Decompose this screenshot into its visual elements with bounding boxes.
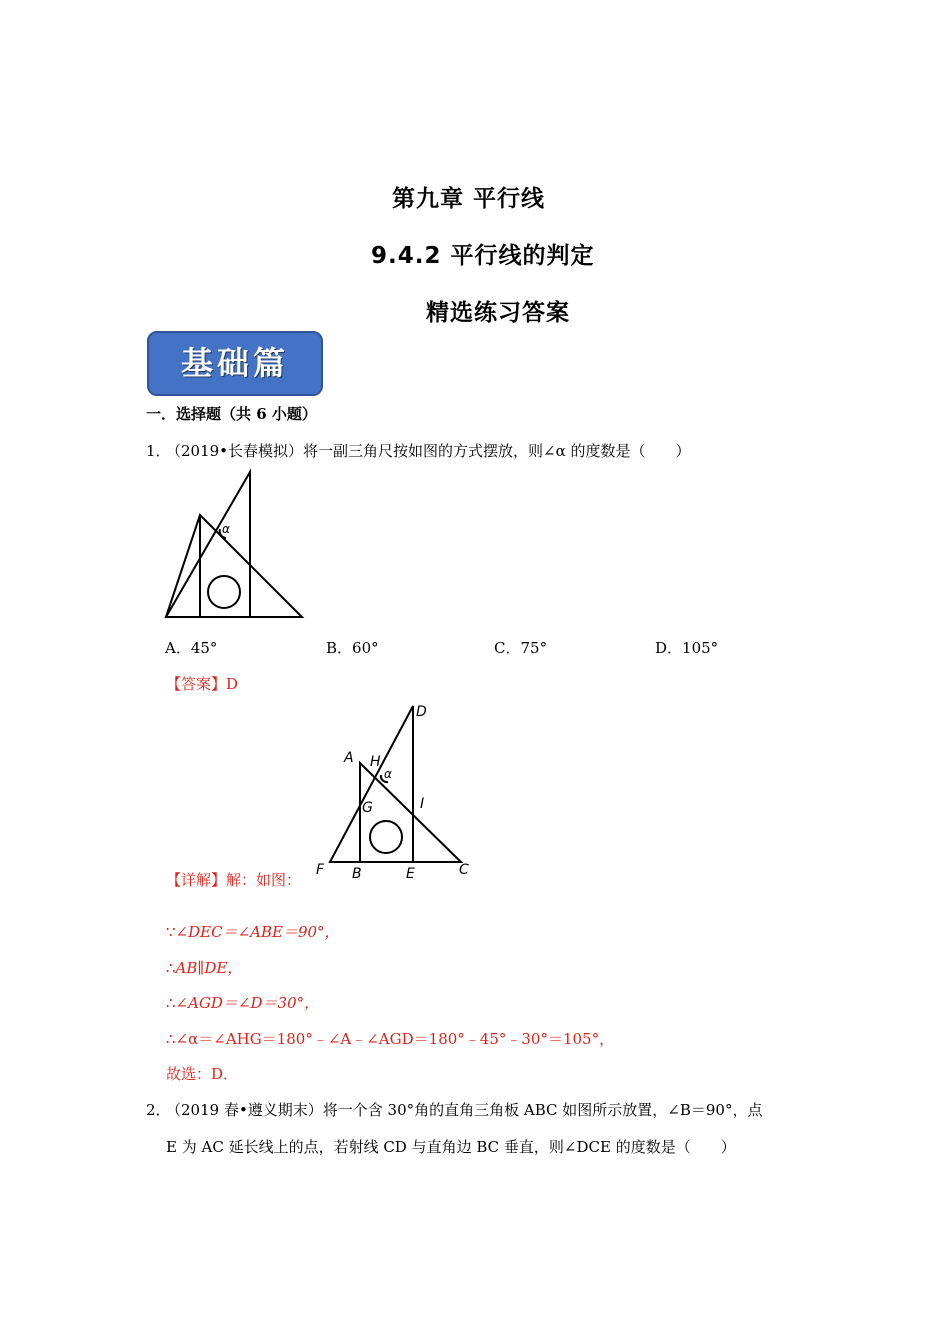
page-subtitle: 精选练习答案 bbox=[426, 300, 570, 326]
step-3-body: ∠AGD＝∠D＝30°， bbox=[175, 994, 320, 1012]
question-1-text: （2019•长春模拟）将一副三角尺按如图的方式摆放，则∠α 的度数是（ ） bbox=[166, 442, 691, 460]
answer-value: D bbox=[226, 675, 239, 693]
option-d-value: 105° bbox=[682, 639, 719, 657]
question-2-line-2: E 为 AC 延长线上的点，若射线 CD 与直角边 BC 垂直，则∠DCE 的度数是（ ） bbox=[166, 1138, 736, 1156]
option-c-value: 75° bbox=[520, 639, 548, 657]
label-a: A bbox=[344, 750, 354, 766]
section-heading: 一．选择题（共 6 小题） bbox=[146, 405, 317, 423]
detail-intro: 解：如图： bbox=[226, 871, 302, 889]
label-alpha: α bbox=[384, 767, 392, 781]
step-4-prefix: ∴ bbox=[166, 1030, 176, 1048]
step-1 bbox=[166, 921, 340, 942]
label-h: H bbox=[370, 754, 381, 770]
label-e: E bbox=[406, 866, 415, 882]
step-2-body: AB∥DE， bbox=[175, 959, 243, 977]
question-2-number: 2． bbox=[146, 1101, 171, 1119]
option-a bbox=[165, 637, 217, 658]
option-d bbox=[655, 637, 718, 658]
option-b bbox=[326, 637, 379, 658]
step-2-prefix: ∴ bbox=[166, 959, 176, 977]
label-b: B bbox=[352, 866, 362, 882]
conclusion: 故选：D． bbox=[166, 1065, 239, 1083]
label-g: G bbox=[362, 800, 373, 816]
label-c: C bbox=[459, 862, 469, 878]
step-4 bbox=[166, 1028, 614, 1049]
label-d: D bbox=[416, 704, 427, 720]
chapter-title: 第九章 平行线 bbox=[392, 186, 546, 212]
level-badge: 基础篇 bbox=[147, 331, 323, 396]
step-3 bbox=[166, 992, 319, 1013]
detail-label: 【详解】 bbox=[166, 871, 227, 889]
option-d-letter: D． bbox=[655, 639, 683, 657]
option-c-letter: C． bbox=[494, 639, 521, 657]
question-1-number: 1． bbox=[146, 442, 171, 460]
question-2-line-1: （2019 春•遵义期末）将一个含 30°角的直角三角板 ABC 如图所示放置，∠B＝90°，点 bbox=[166, 1101, 763, 1119]
step-1-prefix: ∵ bbox=[166, 923, 176, 941]
label-f: F bbox=[316, 862, 325, 878]
question-1-figure bbox=[160, 468, 310, 623]
step-1-body: ∠DEC＝∠ABE＝90°， bbox=[175, 923, 340, 941]
answer-label: 【答案】 bbox=[166, 675, 227, 693]
figure-alpha-label: α bbox=[222, 522, 230, 536]
answer-line bbox=[166, 673, 238, 694]
detail-line bbox=[166, 869, 301, 890]
step-4-body: ∠α＝∠AHG＝180°﹣∠A﹣∠AGD＝180°﹣45°﹣30°＝105°， bbox=[175, 1030, 615, 1048]
step-2 bbox=[166, 957, 242, 978]
step-3-prefix: ∴ bbox=[166, 994, 176, 1012]
solution-figure bbox=[310, 696, 480, 886]
option-b-letter: B． bbox=[326, 639, 353, 657]
option-a-letter: A． bbox=[165, 639, 191, 657]
option-a-value: 45° bbox=[190, 639, 218, 657]
label-i: I bbox=[420, 796, 425, 812]
option-c bbox=[494, 637, 547, 658]
option-b-value: 60° bbox=[352, 639, 379, 657]
section-title: 9.4.2 平行线的判定 bbox=[371, 243, 595, 269]
